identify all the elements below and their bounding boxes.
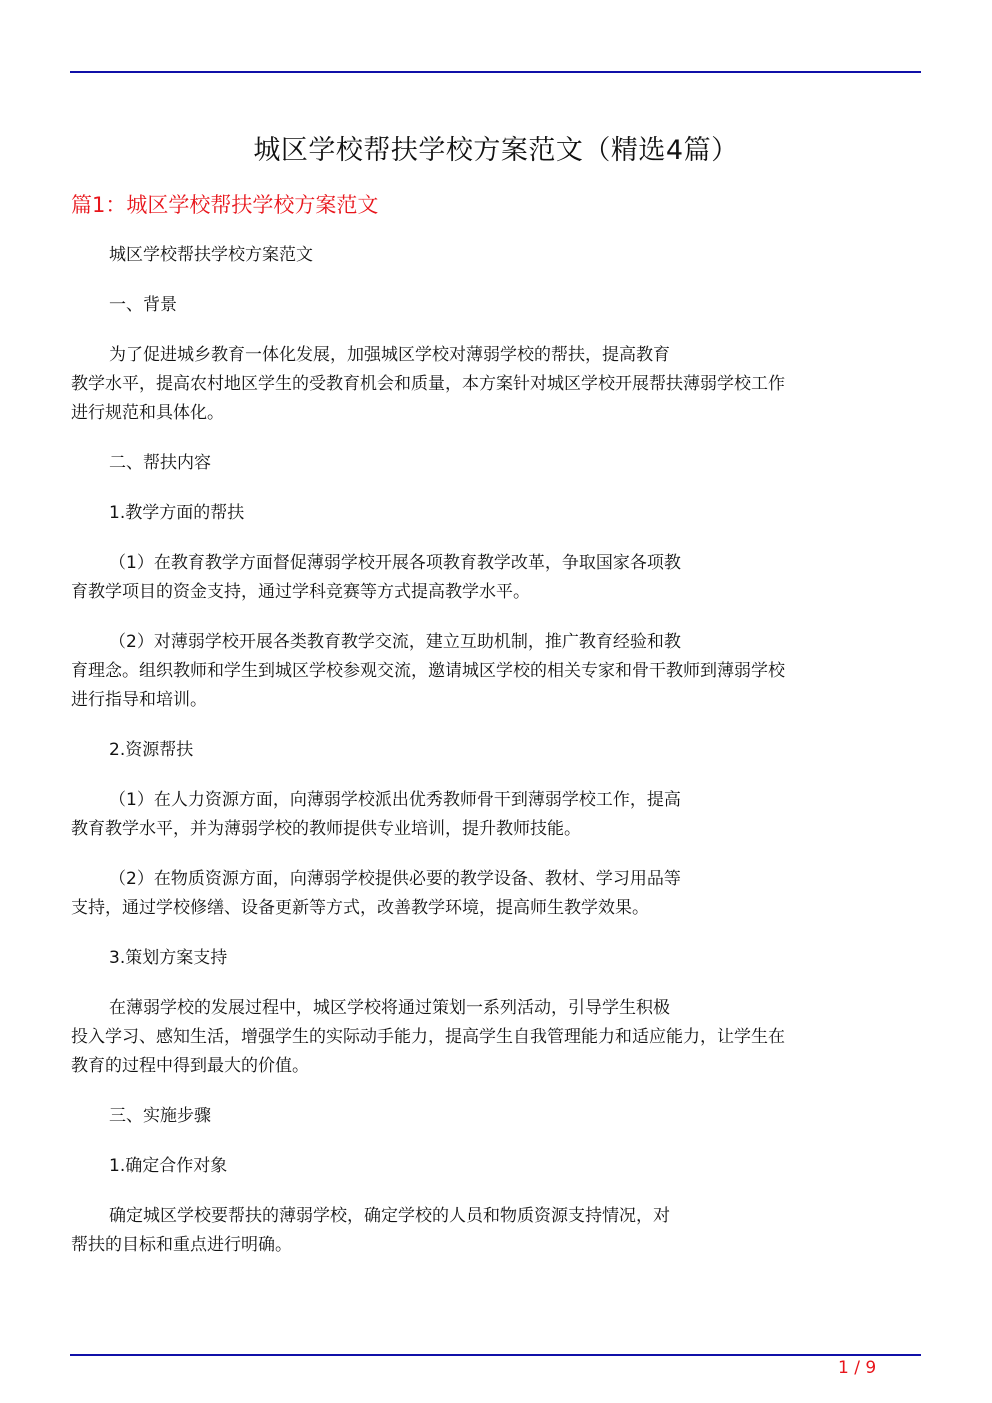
paragraph-line: 二、帮扶内容 [109,453,211,473]
paragraph-line: （2）对薄弱学校开展各类教育教学交流，建立互助机制，推广教育经验和教 [109,632,681,652]
paragraph-line: 进行指导和培训。 [71,690,207,710]
paragraph [71,291,916,320]
paragraph-line: 进行规范和具体化。 [71,403,224,423]
document-body [71,241,916,1281]
paragraph-line: 一、背景 [109,295,177,315]
paragraph-line: 在薄弱学校的发展过程中，城区学校将通过策划一系列活动，引导学生积极 [109,998,670,1018]
paragraph [71,1202,916,1260]
paragraph-line: 1.确定合作对象 [109,1156,228,1176]
paragraph [71,1152,916,1181]
paragraph [71,449,916,478]
paragraph-line: （2）在物质资源方面，向薄弱学校提供必要的教学设备、教材、学习用品等 [109,869,681,889]
paragraph [71,786,916,844]
page-number: 1 / 9 [838,1358,877,1378]
paragraph-line: 育教学项目的资金支持，通过学科竞赛等方式提高教学水平。 [71,582,530,602]
paragraph-line: 三、实施步骤 [109,1106,211,1126]
paragraph-line: 育理念。组织教师和学生到城区学校参观交流，邀请城区学校的相关专家和骨干教师到薄弱学校 [71,661,785,681]
paragraph [71,994,916,1081]
paragraph-line: 教育的过程中得到最大的价值。 [71,1056,309,1076]
paragraph-line: 3.策划方案支持 [109,948,228,968]
paragraph-line: 1.教学方面的帮扶 [109,503,245,523]
header-rule [70,71,921,73]
paragraph-line: 帮扶的目标和重点进行明确。 [71,1235,292,1255]
paragraph-line: 投入学习、感知生活，增强学生的实际动手能力，提高学生自我管理能力和适应能力，让学生在 [71,1027,785,1047]
section-heading: 篇1：城区学校帮扶学校方案范文 [71,193,379,217]
footer-rule [70,1354,921,1356]
paragraph [71,1102,916,1131]
paragraph-line: 城区学校帮扶学校方案范文 [109,245,313,265]
paragraph-line: 教育教学水平，并为薄弱学校的教师提供专业培训，提升教师技能。 [71,819,581,839]
paragraph-line: 确定城区学校要帮扶的薄弱学校，确定学校的人员和物质资源支持情况，对 [109,1206,670,1226]
paragraph-line: 支持，通过学校修缮、设备更新等方式，改善教学环境，提高师生教学效果。 [71,898,649,918]
paragraph [71,736,916,765]
paragraph [71,499,916,528]
paragraph [71,628,916,715]
paragraph-line: 2.资源帮扶 [109,740,194,760]
paragraph-line: （1）在人力资源方面，向薄弱学校派出优秀教师骨干到薄弱学校工作，提高 [109,790,681,810]
paragraph [71,241,916,270]
paragraph [71,865,916,923]
paragraph [71,341,916,428]
paragraph-line: 教学水平，提高农村地区学生的受教育机会和质量，本方案针对城区学校开展帮扶薄弱学校工作 [71,374,785,394]
paragraph [71,549,916,607]
paragraph-line: （1）在教育教学方面督促薄弱学校开展各项教育教学改革，争取国家各项教 [109,553,681,573]
document-title: 城区学校帮扶学校方案范文（精选4篇） [253,135,739,166]
paragraph-line: 为了促进城乡教育一体化发展，加强城区学校对薄弱学校的帮扶，提高教育 [109,345,670,365]
paragraph [71,944,916,973]
